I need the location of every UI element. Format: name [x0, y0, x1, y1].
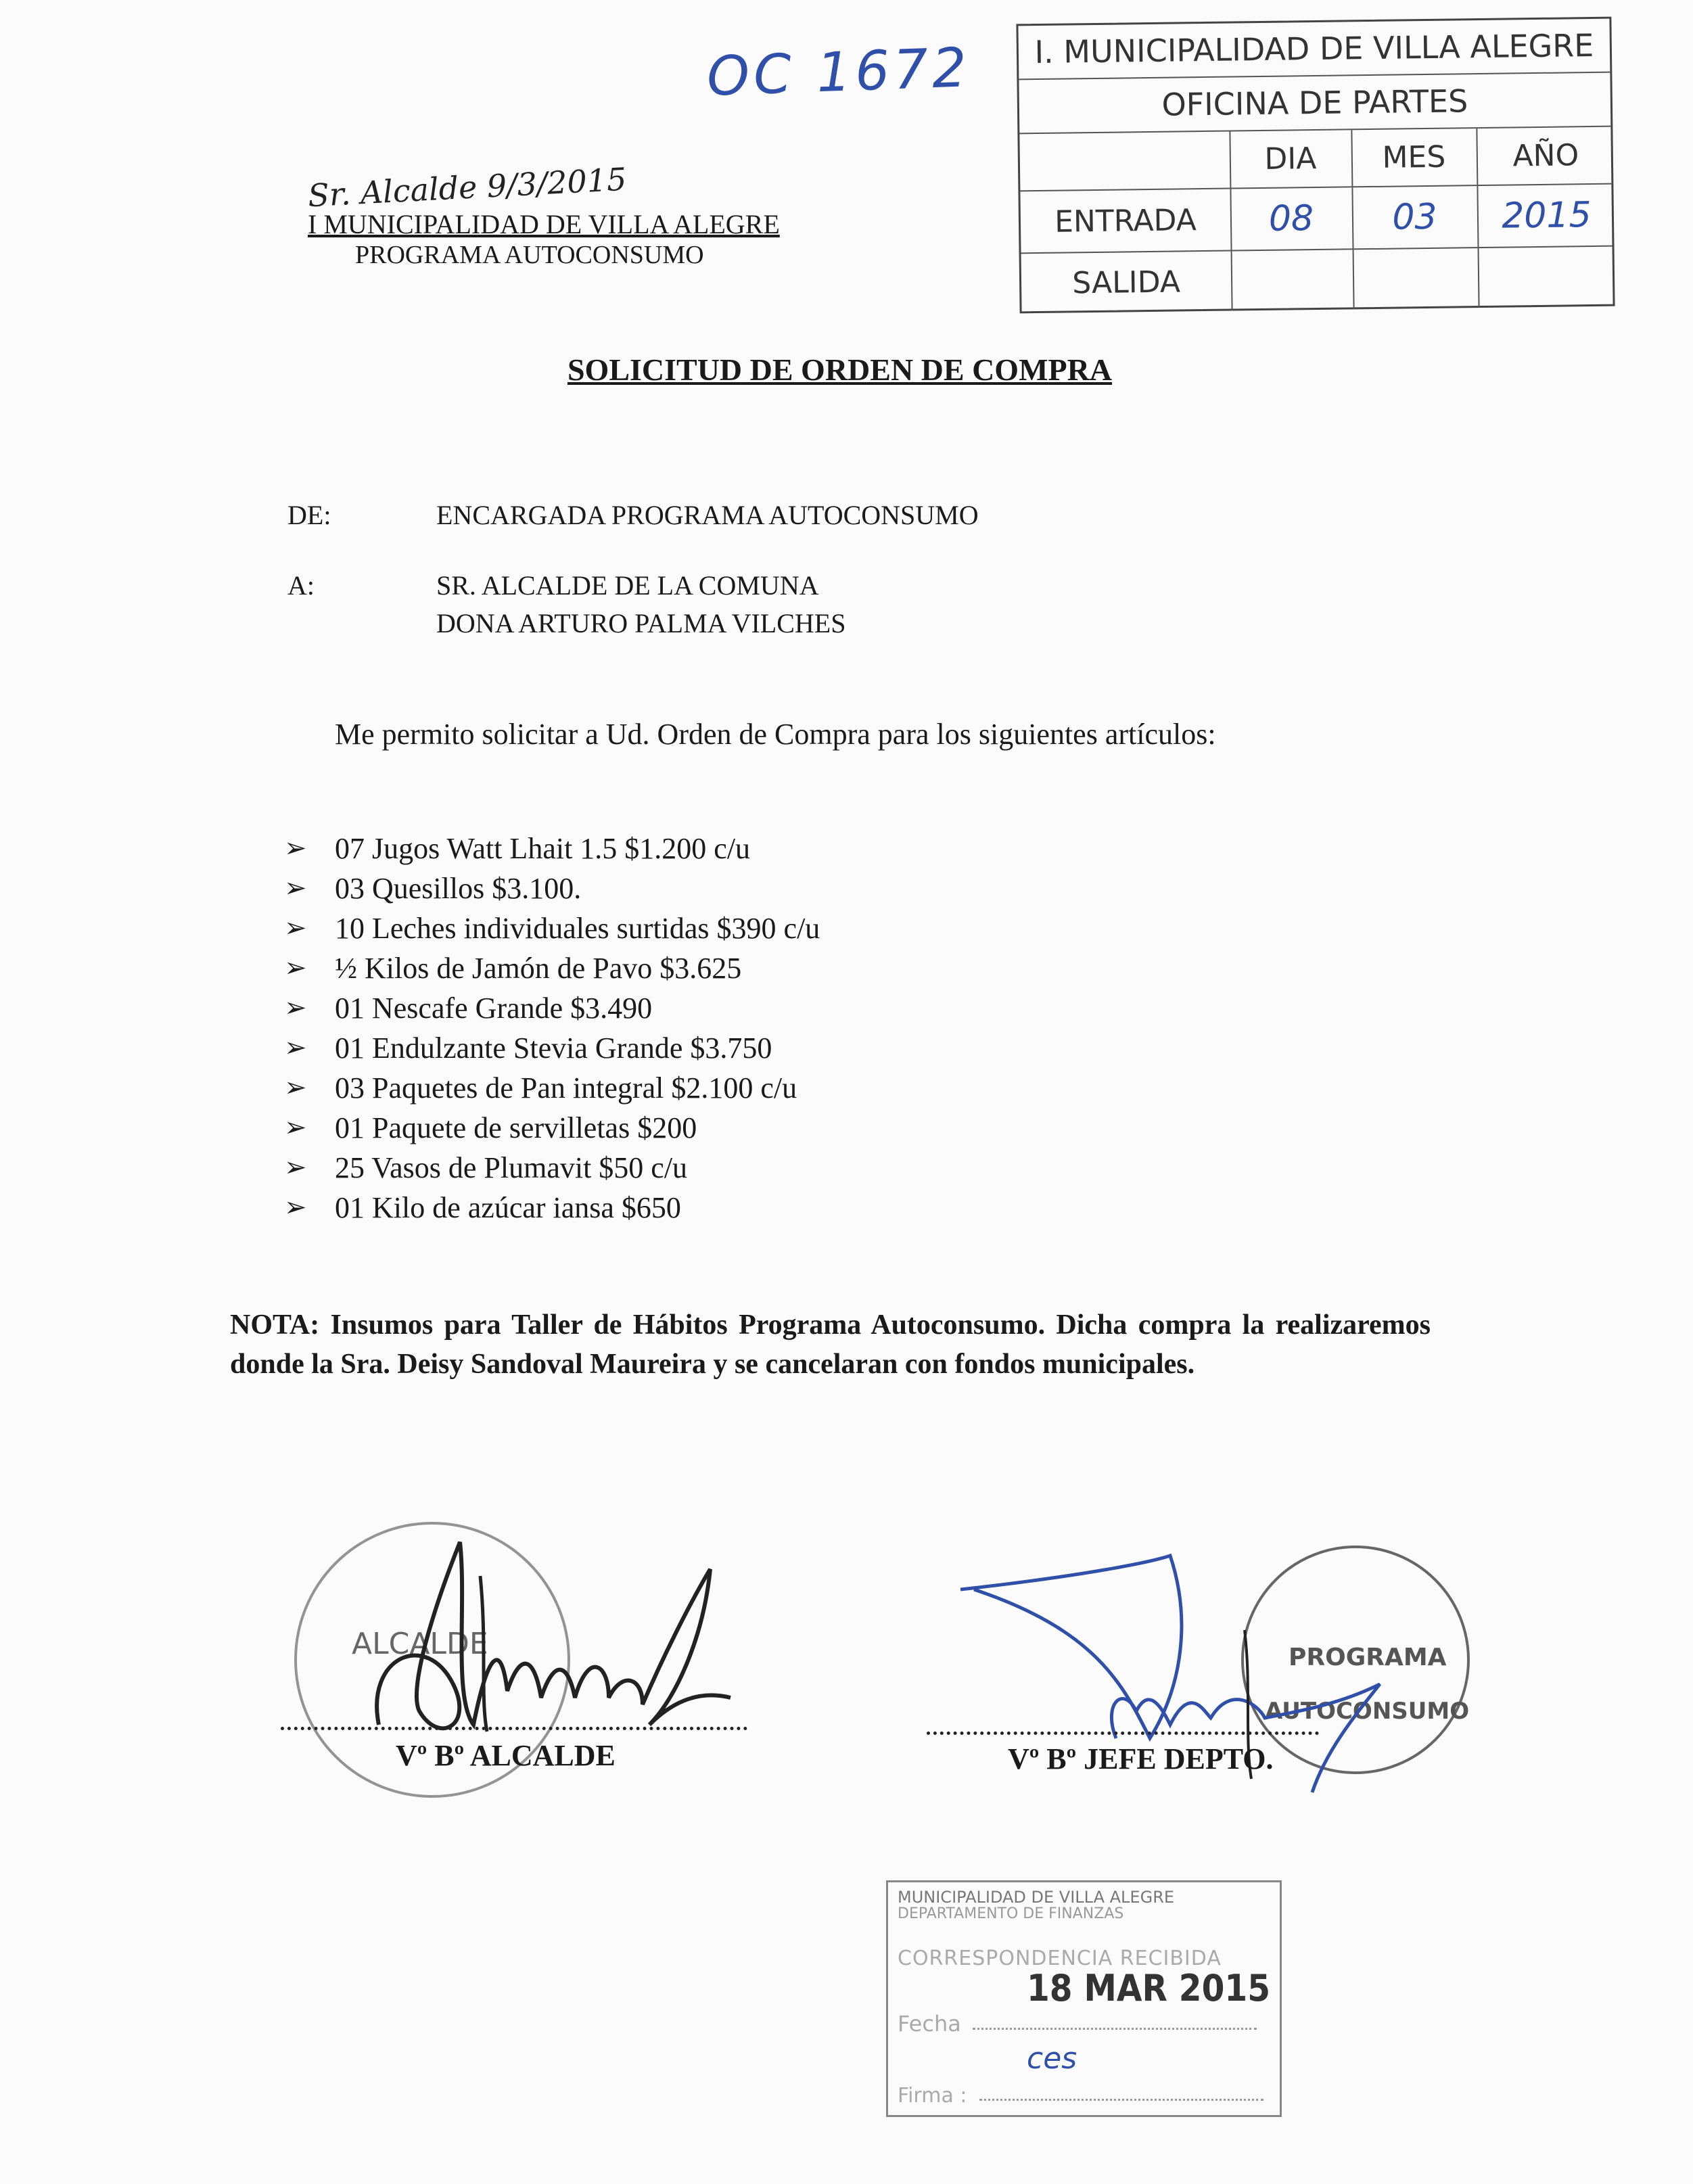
list-item: ➢ 01 Kilo de azúcar iansa $650	[284, 1188, 820, 1228]
office-stamp	[1016, 17, 1615, 314]
office-stamp-in-day: 08	[1268, 198, 1314, 239]
arrow-bullet-icon: ➢	[284, 952, 307, 983]
signature-label-jefe-depto: Vº Bº JEFE DEPTO.	[1008, 1742, 1274, 1775]
programa-seal-text-1: PROGRAMA	[1289, 1644, 1447, 1671]
arrow-bullet-icon: ➢	[284, 873, 307, 904]
list-item: ➢ 01 Paquete de servilletas $200	[284, 1108, 820, 1148]
to-value-line1: SR. ALCALDE DE LA COMUNA	[436, 570, 819, 601]
intro-paragraph: Me permito solicitar a Ud. Orden de Compra para los siguientes artículos:	[335, 718, 1216, 751]
list-item: ➢ 01 Nescafe Grande $3.490	[284, 988, 820, 1028]
document-title	[0, 352, 1693, 388]
to-value-line2: DONA ARTURO PALMA VILCHES	[436, 608, 846, 638]
arrow-bullet-icon: ➢	[284, 1192, 307, 1223]
header-program: PROGRAMA AUTOCONSUMO	[355, 241, 704, 269]
list-item: ➢ 01 Endulzante Stevia Grande $3.750	[284, 1028, 820, 1068]
arrow-bullet-icon: ➢	[284, 912, 307, 944]
arrow-bullet-icon: ➢	[284, 992, 307, 1023]
signature-line-left	[281, 1727, 747, 1730]
finance-stamp-initials: ces	[1027, 2041, 1077, 2076]
handwritten-oc-number: OC 1672	[705, 36, 972, 108]
from-label: DE:	[287, 500, 331, 530]
handwritten-note: Sr. Alcalde 9/3/2015	[306, 160, 628, 214]
list-item: ➢ 07 Jugos Watt Lhait 1.5 $1.200 c/u	[284, 829, 820, 868]
arrow-bullet-icon: ➢	[284, 1032, 307, 1063]
finance-stamp-date: 18 MAR 2015	[1027, 1967, 1270, 2009]
office-stamp-in-month: 03	[1391, 196, 1437, 238]
office-stamp-col-month: MES	[1382, 139, 1446, 175]
to-label: A:	[287, 570, 315, 601]
document-title-text: SOLICITUD DE ORDEN DE COMPRA	[567, 352, 1113, 387]
office-stamp-col-day: DIA	[1264, 141, 1317, 177]
finance-stamp-municipality: MUNICIPALIDAD DE VILLA ALEGRE	[898, 1888, 1175, 1907]
office-stamp-row-in	[1020, 185, 1612, 254]
arrow-bullet-icon: ➢	[284, 1072, 307, 1103]
office-stamp-office: OFICINA DE PARTES	[1161, 83, 1468, 123]
office-stamp-row-municipality	[1018, 19, 1610, 80]
office-stamp-row-in-label: ENTRADA	[1054, 202, 1197, 239]
finance-stamp-firma-label: Firma :	[898, 2084, 967, 2108]
office-stamp-row-headers	[1019, 127, 1611, 192]
office-stamp-row-office	[1019, 73, 1610, 135]
arrow-bullet-icon: ➢	[284, 1112, 307, 1143]
signature-label-alcalde: Vº Bº ALCALDE	[396, 1739, 616, 1772]
finance-stamp-department: DEPARTAMENTO DE FINANZAS	[898, 1905, 1124, 1922]
list-item: ➢ ½ Kilos de Jamón de Pavo $3.625	[284, 948, 820, 988]
list-item: ➢ 25 Vasos de Plumavit $50 c/u	[284, 1148, 820, 1188]
header-municipality: I MUNICIPALIDAD DE VILLA ALEGRE	[308, 209, 780, 239]
finance-stamp-fecha-line	[973, 2028, 1257, 2030]
arrow-bullet-icon: ➢	[284, 833, 307, 864]
programa-seal-text-2: AUTOCONSUMO	[1265, 1698, 1470, 1725]
items-list	[284, 829, 820, 1228]
list-item: ➢ 10 Leches individuales surtidas $390 c/u	[284, 908, 820, 948]
finance-received-stamp	[886, 1880, 1282, 2117]
from-value: ENCARGADA PROGRAMA AUTOCONSUMO	[436, 500, 979, 530]
office-stamp-row-out	[1021, 247, 1613, 314]
office-stamp-col-year: AÑO	[1512, 138, 1579, 174]
finance-stamp-firma-line	[979, 2099, 1263, 2101]
office-stamp-municipality: I. MUNICIPALIDAD DE VILLA ALEGRE	[1034, 26, 1594, 71]
signature-line-right	[927, 1732, 1319, 1735]
arrow-bullet-icon: ➢	[284, 1152, 307, 1183]
office-stamp-row-out-label: SALIDA	[1072, 264, 1181, 300]
finance-stamp-received: CORRESPONDENCIA RECIBIDA	[898, 1947, 1222, 1970]
alcalde-seal-text: ALCALDE	[352, 1627, 488, 1661]
finance-stamp-fecha-label: Fecha	[898, 2011, 961, 2037]
note-paragraph: NOTA: Insumos para Taller de Hábitos Programa Autoconsumo. Dicha compra la realizaremos donde la Sra. Deisy Sandoval Maureira y se cancelaran con fondos municipales.	[230, 1309, 1431, 1380]
office-stamp-in-year: 2015	[1501, 195, 1592, 237]
list-item: ➢ 03 Quesillos $3.100.	[284, 868, 820, 908]
list-item: ➢ 03 Paquetes de Pan integral $2.100 c/u	[284, 1068, 820, 1108]
